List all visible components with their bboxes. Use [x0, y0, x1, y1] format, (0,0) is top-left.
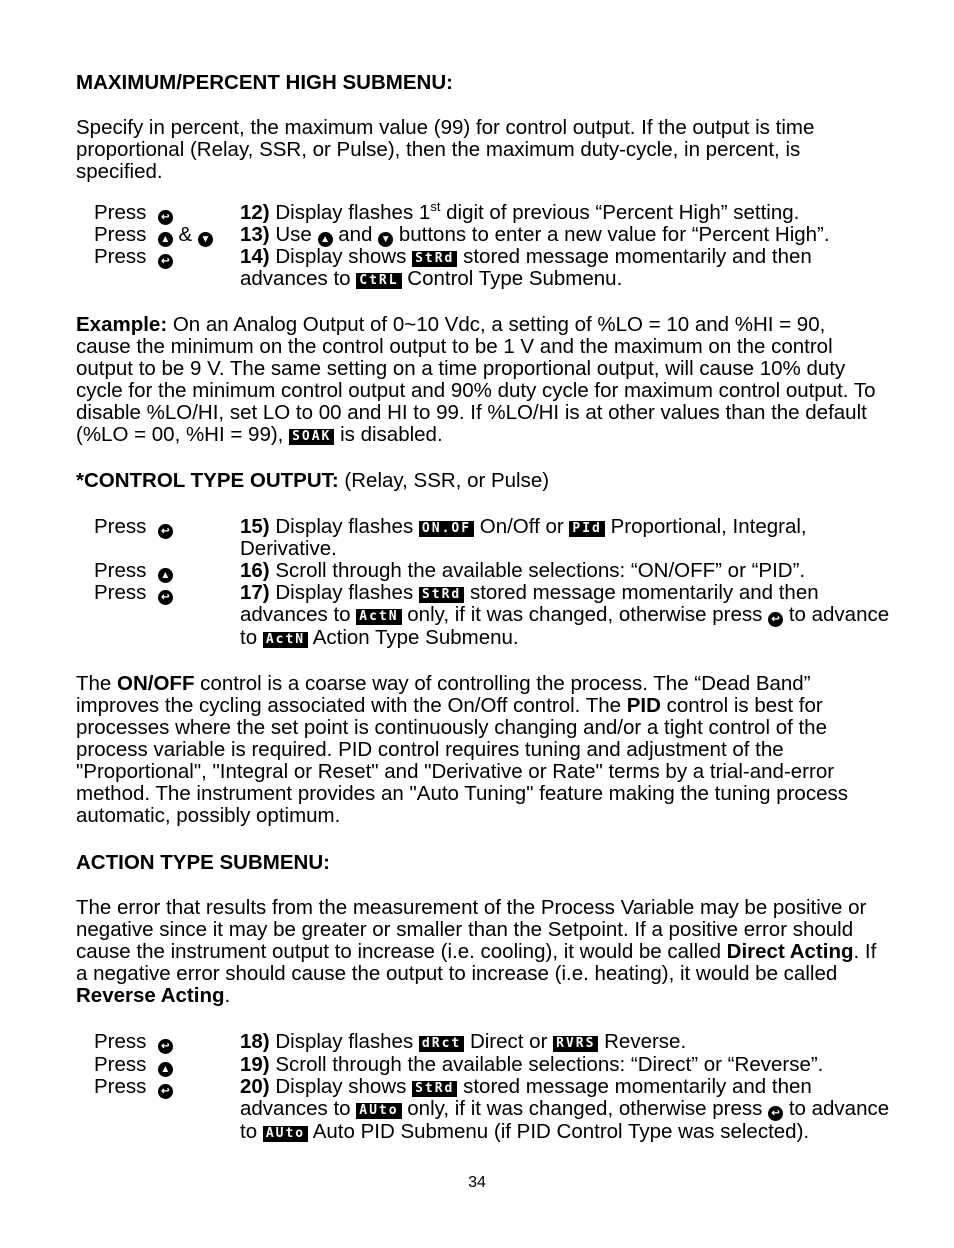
section-heading-control-type: *CONTROL TYPE OUTPUT: (Relay, SSR, or Pulse)	[76, 469, 550, 492]
enter-button-icon: ↩	[158, 1084, 173, 1099]
page-number: 34	[468, 1174, 486, 1191]
down-button-icon: ▼	[378, 232, 393, 247]
led-display-onof: ON.OF	[419, 521, 474, 537]
step-20: 20) Display shows StRd stored message momentarily and then advances to AUto only, if it was changed, otherwise press ↩ to advance to AUto Auto PID Submenu (if PID Control Type was selected).	[240, 1075, 890, 1144]
step-12: 12) Display flashes 1st digit of previous “Percent High” setting.	[240, 199, 800, 224]
up-button-icon: ▲	[158, 568, 173, 583]
enter-button-icon: ↩	[768, 612, 783, 627]
section-heading-max-high: MAXIMUM/PERCENT HIGH SUBMENU:	[76, 71, 453, 94]
led-display-strd: StRd	[419, 587, 464, 603]
onoff-pid-paragraph: The ON/OFF control is a coarse way of controlling the process. The “Dead Band” improves the cycling associated with the On/Off control. The PID control is best for processes where the set point is continuously changing and/or a tight control of the process variable is required. PID control requires tuning and adjustment of the "Proportional", "Integral or Reset" and "Derivative or Rate" terms by a trial-and-error method. The instrument provides an "Auto Tuning" feature making the tuning process automatic, possibly optimum.	[76, 672, 848, 827]
up-button-icon: ▲	[158, 1062, 173, 1077]
press-label: Press ▲	[94, 560, 173, 583]
enter-button-icon: ↩	[158, 524, 173, 539]
enter-button-icon: ↩	[158, 590, 173, 605]
press-label: Press ↩	[94, 202, 173, 225]
press-label: Press ↩	[94, 1031, 173, 1054]
led-display-drct: dRct	[419, 1036, 464, 1052]
press-label: Press ↩	[94, 1076, 173, 1099]
led-display-rvrs: RVRS	[553, 1036, 598, 1052]
step-16: 16) Scroll through the available selections: “ON/OFF” or “PID”.	[240, 559, 806, 582]
led-display-strd: StRd	[412, 1081, 457, 1097]
step-14: 14) Display shows StRd stored message momentarily and then advances to CtRL Control Type Submenu.	[240, 245, 812, 291]
section-heading-action-type: ACTION TYPE SUBMENU:	[76, 851, 330, 874]
led-display-ctrl: CtRL	[356, 273, 401, 289]
step-15: 15) Display flashes ON.OF On/Off or PId Proportional, Integral, Derivative.	[240, 515, 807, 561]
enter-button-icon: ↩	[158, 210, 173, 225]
step-13: 13) Use ▲ and ▼ buttons to enter a new value for “Percent High”.	[240, 223, 830, 246]
led-display-auto: AUto	[356, 1103, 401, 1119]
step-19: 19) Scroll through the available selections: “Direct” or “Reverse”.	[240, 1053, 824, 1076]
led-display-actn: ActN	[356, 609, 401, 625]
up-button-icon: ▲	[158, 232, 173, 247]
press-label: Press ↩	[94, 246, 173, 269]
action-type-paragraph: The error that results from the measurement of the Process Variable may be positive or negative since it may be greater or smaller than the Setpoint. If a positive error should cause the instrument output to increase (i.e. cooling), it would be called Direct Acting. If a negative error should cause the output to increase (i.e. heating), it would be called Reverse Acting.	[76, 896, 877, 1007]
example-paragraph: Example: On an Analog Output of 0~10 Vdc, a setting of %LO = 10 and %HI = 90, cause the minimum on the control output to be 1 V and the maximum on the control output to be 9 V. The same setting on a time proportional output, will cause 10% duty cycle for the minimum control output and 90% duty cycle for maximum control output. To disable %LO/HI, set LO to 00 and HI to 99. If %LO/HI is at other values than the default (%LO = 00, %HI = 99), SOAK is disabled.	[76, 313, 876, 446]
down-button-icon: ▼	[198, 232, 213, 247]
step-18: 18) Display flashes dRct Direct or RVRS Reverse.	[240, 1030, 687, 1053]
press-label: Press ▲ & ▼	[94, 224, 213, 247]
led-display-strd: StRd	[412, 251, 457, 267]
intro-paragraph: Specify in percent, the maximum value (99) for control output. If the output is time proportional (Relay, SSR, or Pulse), then the maximum duty-cycle, in percent, is specified.	[76, 116, 815, 183]
press-label: Press ▲	[94, 1054, 173, 1077]
led-display-actn: ActN	[263, 632, 308, 648]
press-label: Press ↩	[94, 582, 173, 605]
step-17: 17) Display flashes StRd stored message momentarily and then advances to ActN only, if it was changed, otherwise press ↩ to advance to ActN Action Type Submenu.	[240, 581, 890, 650]
enter-button-icon: ↩	[768, 1106, 783, 1121]
enter-button-icon: ↩	[158, 254, 173, 269]
press-label: Press ↩	[94, 516, 173, 539]
led-display-auto: AUto	[263, 1126, 308, 1142]
led-display-pid: PId	[569, 521, 604, 537]
up-button-icon: ▲	[318, 232, 333, 247]
led-display-soak: SOAK	[289, 429, 334, 445]
enter-button-icon: ↩	[158, 1039, 173, 1054]
